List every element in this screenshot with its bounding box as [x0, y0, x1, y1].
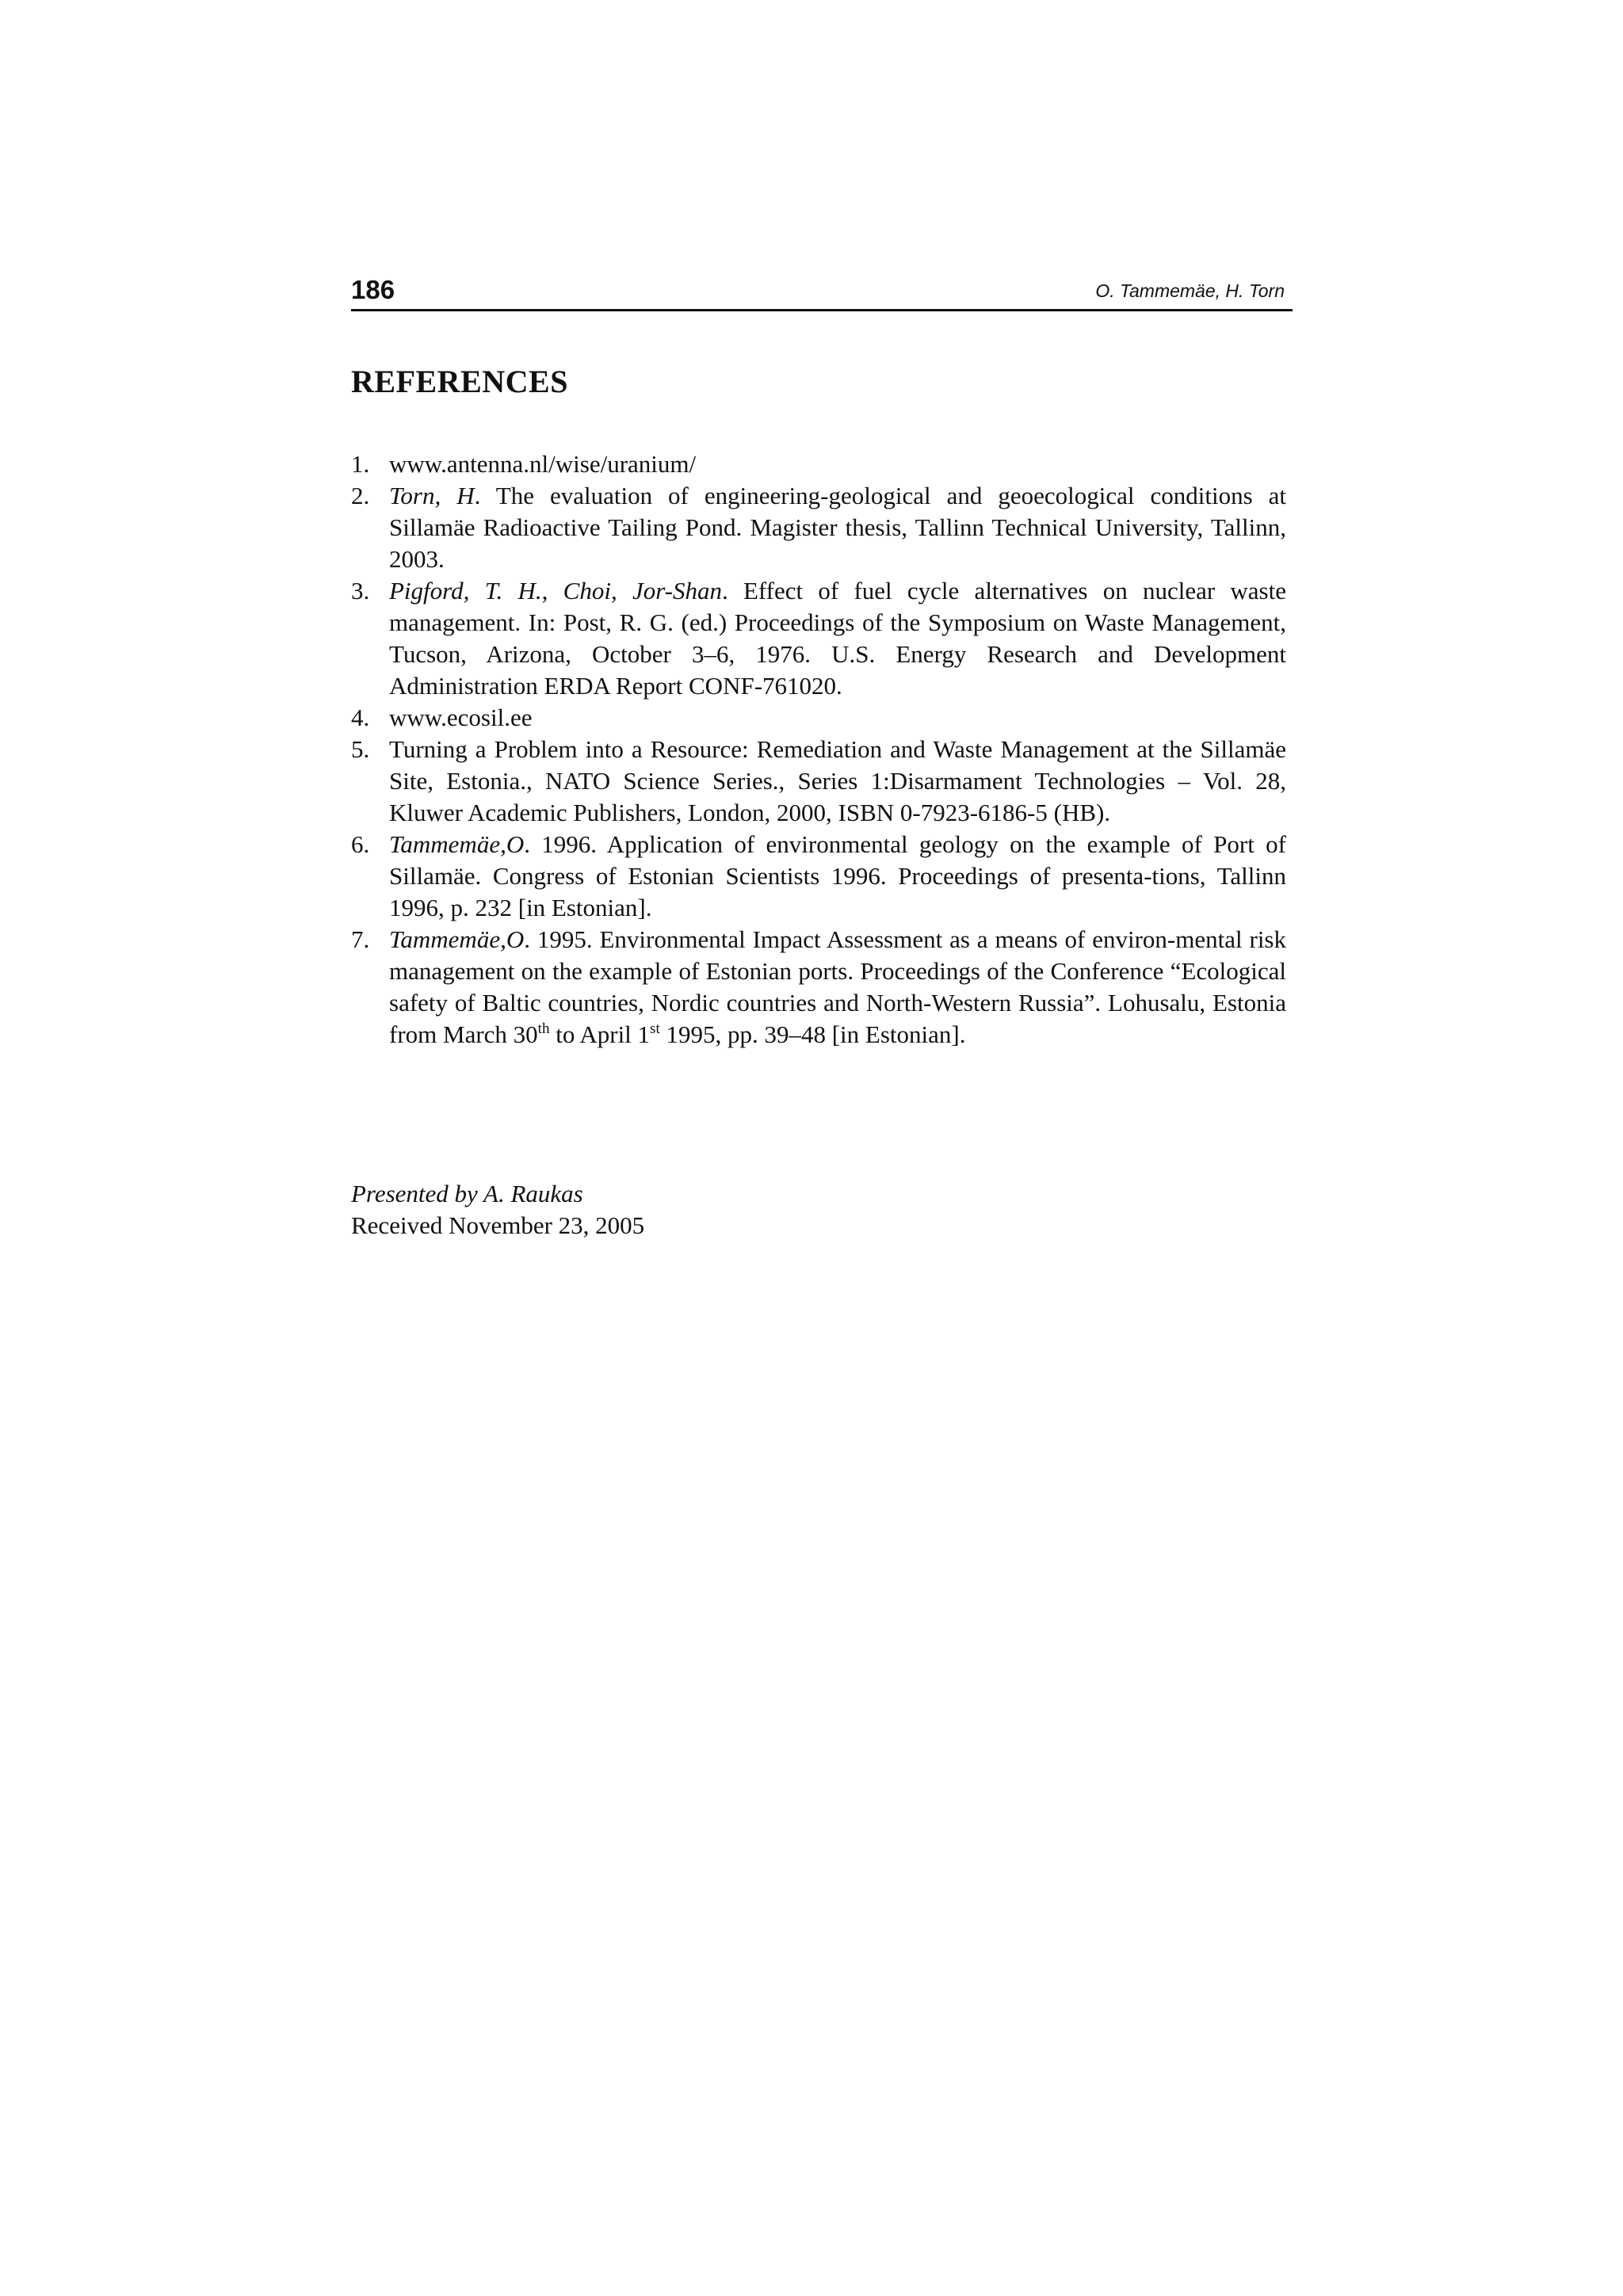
reference-item	[351, 924, 1286, 1051]
reference-number: 2.	[351, 482, 370, 509]
page-header	[351, 274, 1293, 311]
submission-note	[351, 1178, 644, 1241]
ordinal-superscript: st	[650, 1020, 660, 1037]
reference-body: . The evaluation of engineering-geological and geoecological conditions at Sillamäe Radioactive Tailing Pond. Magister thesis, Tallinn Technical University, Tallinn, 2003.	[389, 482, 1286, 573]
reference-text	[389, 450, 696, 478]
reference-body: Turning a Problem into a Resource: Remediation and Waste Management at the Sillamäe Site, Estonia., NATO Science Series., Series 1:Disarmament Technologies – Vol. 28, Kluwer Academic Publishers, London, 2000, ISBN 0-7923-6186-5 (HB).	[389, 735, 1286, 826]
reference-body-continued: to April 1	[549, 1020, 651, 1048]
reference-text	[389, 735, 1286, 826]
reference-text	[389, 830, 1286, 921]
reference-text	[389, 482, 1286, 573]
reference-author: Tammemäe,O	[389, 830, 525, 858]
reference-author: Torn, H	[389, 482, 475, 509]
reference-number: 7.	[351, 925, 370, 953]
reference-body: www.antenna.nl/wise/uranium/	[389, 450, 697, 478]
reference-body: . 1995. Environmental Impact Assessment as a means of environ-mental risk management on the example of Estonian ports. Proceedings of the Conference “Ecological safety of Baltic countries, Nordic countries and North-Western Russia”. Lohusalu, Estonia from March 30	[389, 925, 1286, 1048]
reference-number: 4.	[351, 704, 370, 731]
reference-body: . 1996. Application of environmental geology on the example of Port of Sillamäe. Congress of Estonian Scientists 1996. Proceedings of presenta-tions, Tallinn 1996, p. 232 [in Estonian].	[389, 830, 1286, 921]
page-number: 186	[351, 275, 395, 304]
reference-item	[351, 480, 1286, 575]
reference-text	[389, 925, 1286, 1048]
reference-body: www.ecosil.ee	[389, 704, 533, 731]
reference-author: Pigford, T. H., Choi, Jor-Shan	[389, 577, 722, 605]
reference-text	[389, 577, 1286, 700]
reference-number: 5.	[351, 735, 370, 763]
received-date: Received November 23, 2005	[351, 1211, 645, 1239]
ordinal-superscript: th	[537, 1020, 550, 1037]
presented-by: Presented by A. Raukas	[351, 1180, 583, 1207]
running-head-authors: O. Tammemäe, H. Torn	[1095, 280, 1285, 301]
reference-item	[351, 829, 1286, 924]
reference-number: 1.	[351, 450, 370, 478]
reference-item	[351, 575, 1286, 702]
reference-number: 6.	[351, 830, 370, 858]
reference-list	[351, 448, 1286, 1051]
reference-item	[351, 734, 1286, 829]
reference-number: 3.	[351, 577, 370, 605]
reference-body-end: 1995, pp. 39–48 [in Estonian].	[659, 1020, 966, 1048]
section-title: REFERENCES	[351, 364, 568, 399]
reference-item	[351, 448, 1286, 480]
reference-body: . Effect of fuel cycle alternatives on nuclear waste management. In: Post, R. G. (ed.) Proceedings of the Symposium on Waste Management, Tucson, Arizona, October 3–6, 1976. U.S. Energy Research and Development Administration ERDA Report CONF-761020.	[389, 577, 1286, 700]
reference-text	[389, 704, 532, 731]
reference-author: Tammemäe,O	[389, 925, 525, 953]
reference-item	[351, 702, 1286, 734]
